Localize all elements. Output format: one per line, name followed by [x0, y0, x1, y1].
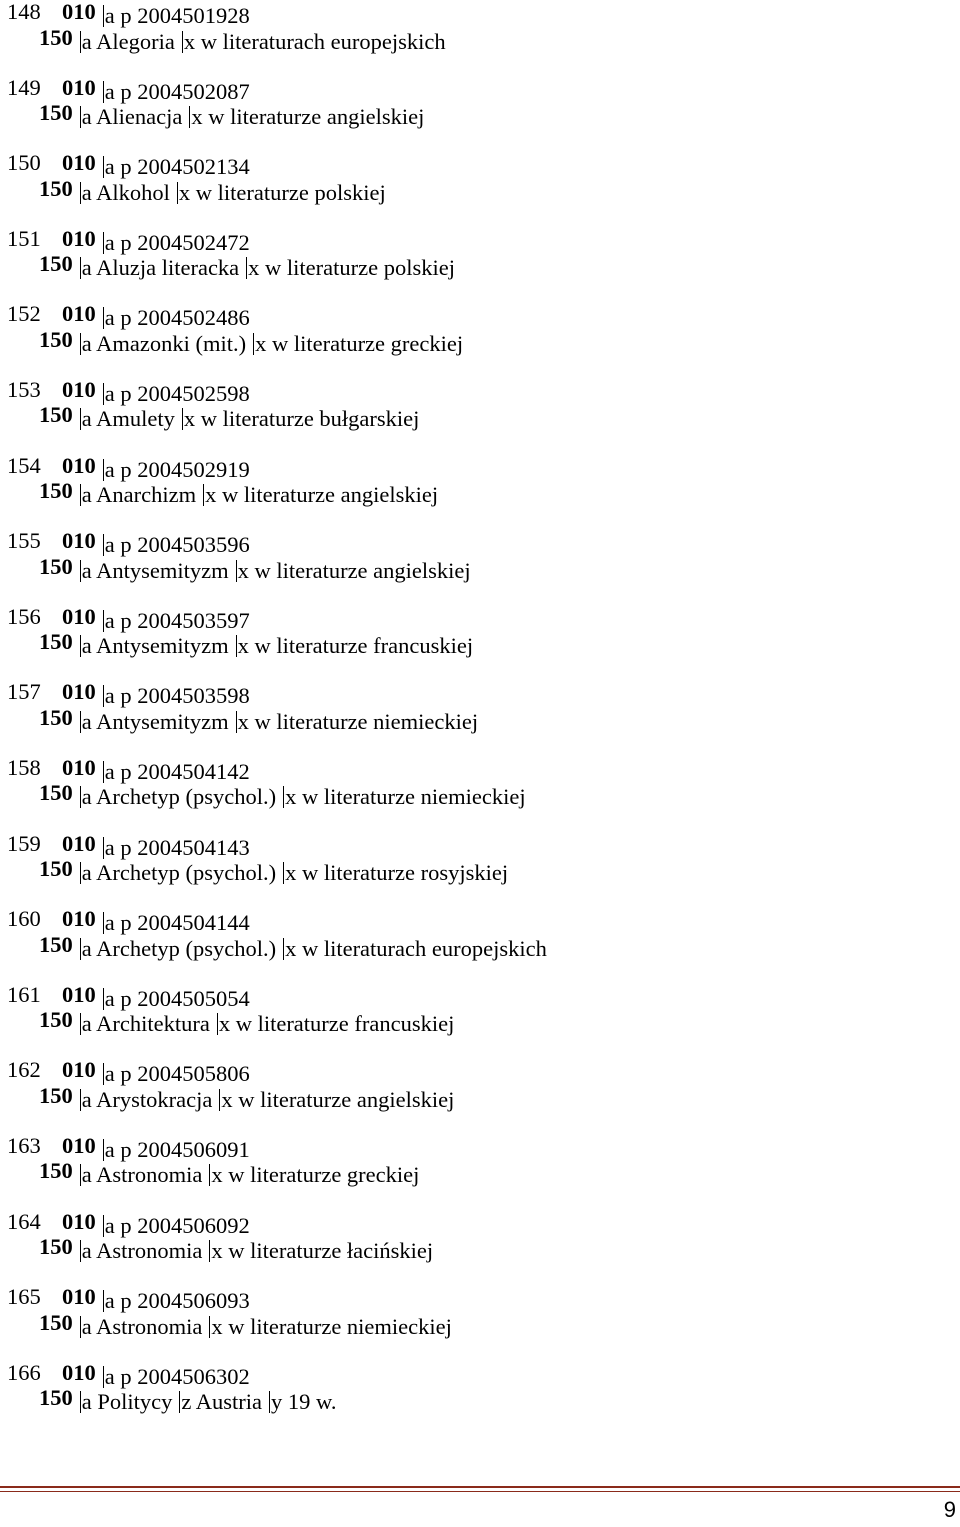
subdivision-text: w literaturze francuskiej	[254, 633, 474, 659]
record-control-line	[7, 1359, 947, 1389]
subfield-a-heading	[80, 1086, 213, 1112]
subfield-x-subdivision	[209, 1164, 419, 1186]
field-tag-150: 150	[39, 629, 73, 655]
field-tag-010: 010	[62, 1208, 96, 1234]
record-identifier: p 2004503597	[120, 607, 250, 633]
subfield-z-subdivision	[179, 1391, 262, 1413]
subfield-a-heading	[80, 862, 276, 884]
subfield-code: y	[271, 1389, 283, 1415]
record-identifier: p 2004503596	[120, 532, 250, 558]
subfield-code: a	[81, 1086, 97, 1112]
subfield-code: x	[211, 1313, 223, 1339]
record-identifier: p 2004502472	[120, 229, 250, 255]
subfield-code: x	[285, 784, 297, 810]
subdivision-text: w literaturze greckiej	[271, 330, 464, 356]
subfield-code: a	[104, 1136, 121, 1162]
record-heading-line	[7, 1007, 947, 1037]
subfield-x-subdivision	[219, 1086, 455, 1112]
authority-record	[7, 0, 947, 75]
authority-record	[7, 679, 947, 755]
subfield-code: x	[205, 482, 217, 508]
record-heading-line	[7, 856, 947, 886]
heading-term: Alegoria	[96, 28, 175, 54]
authority-record-list	[7, 0, 947, 1435]
record-control-line	[7, 528, 947, 558]
record-control-line	[7, 150, 947, 180]
authority-record	[7, 453, 947, 529]
record-control-line	[7, 679, 947, 709]
subfield-a-heading	[80, 28, 175, 54]
subfield-x-subdivision	[283, 786, 526, 808]
subdivision-text: w literaturze francuskiej	[235, 1011, 455, 1037]
record-identifier: p 2004502486	[120, 305, 250, 331]
subfield-code: x	[221, 1086, 233, 1112]
field-tag-010: 010	[62, 301, 96, 327]
field-tag-150: 150	[39, 1007, 73, 1033]
field-tag-010: 010	[62, 981, 96, 1007]
subfield-x-subdivision	[203, 484, 438, 506]
record-identifier: p 2004504144	[120, 910, 250, 936]
record-control-line	[7, 830, 947, 860]
subfield-code: a	[104, 229, 121, 255]
record-identifier: p 2004504142	[120, 758, 250, 784]
subfield-x-subdivision	[236, 708, 479, 734]
authority-record	[7, 301, 947, 377]
subfield-a-heading	[80, 484, 196, 506]
field-tag-150: 150	[39, 931, 73, 957]
record-identifier: p 2004502598	[120, 380, 250, 406]
record-heading-line	[7, 478, 947, 508]
record-number: 161	[7, 981, 41, 1007]
record-heading-line	[7, 629, 947, 659]
subfield-code: a	[81, 255, 97, 281]
subfield-code: a	[104, 607, 121, 633]
subfield-x-subdivision	[236, 635, 474, 657]
subfield-code: x	[237, 633, 249, 659]
record-control-line	[7, 376, 947, 406]
footer-rule-thin	[0, 1491, 960, 1492]
authority-record	[7, 604, 947, 680]
record-number: 166	[7, 1359, 41, 1385]
subfield-code: a	[81, 406, 97, 432]
subfield-code: x	[285, 860, 297, 886]
field-tag-010: 010	[62, 74, 96, 100]
heading-term: Archetyp (psychol.)	[96, 860, 277, 886]
subdivision-text: w literaturze greckiej	[228, 1162, 420, 1188]
record-heading-line	[7, 24, 947, 54]
subfield-x-subdivision	[182, 408, 420, 430]
field-tag-010: 010	[62, 679, 96, 705]
subfield-code: a	[81, 784, 97, 810]
subfield-code: a	[104, 456, 121, 482]
subfield-code: a	[104, 78, 121, 104]
heading-term: Anarchizm	[96, 482, 197, 508]
subfield-x-subdivision	[283, 935, 547, 961]
field-tag-010: 010	[62, 754, 96, 780]
record-heading-line	[7, 704, 947, 734]
authority-record	[7, 1057, 947, 1133]
subfield-y-subdivision	[269, 1391, 336, 1413]
record-number: 162	[7, 1057, 41, 1083]
subfield-code: a	[104, 1212, 121, 1238]
authority-record	[7, 1284, 947, 1360]
record-heading-line	[7, 251, 947, 281]
heading-term: Aluzja literacka	[96, 255, 240, 281]
field-tag-010: 010	[62, 452, 96, 478]
record-number: 153	[7, 376, 41, 402]
subdivision-text: w literaturach europejskich	[200, 28, 446, 54]
record-identifier: p 2004506093	[120, 1288, 250, 1314]
heading-term: Antysemityzm	[96, 708, 229, 734]
subfield-code: x	[218, 1011, 231, 1037]
record-identifier: p 2004506091	[120, 1136, 250, 1162]
record-control-line	[7, 1208, 947, 1238]
field-tag-010: 010	[62, 150, 96, 176]
heading-term: Arystokracja	[96, 1086, 213, 1112]
field-tag-010: 010	[62, 376, 96, 402]
subdivision-text: w literaturze niemieckiej	[301, 784, 526, 810]
record-identifier: p 2004506302	[120, 1363, 250, 1389]
subfield-x-subdivision	[177, 179, 386, 205]
record-number: 154	[7, 452, 41, 478]
record-heading-line	[7, 1234, 947, 1263]
subfield-x-subdivision	[236, 557, 471, 583]
subfield-a-heading	[80, 179, 170, 205]
footer-rule	[0, 1486, 960, 1488]
subfield-code: a	[81, 1162, 97, 1188]
subfield-a-heading	[80, 408, 175, 430]
subfield-code: a	[81, 633, 97, 659]
subdivision-text: w literaturach europejskich	[301, 935, 547, 961]
record-control-line	[7, 754, 947, 784]
subfield-code: x	[211, 1238, 223, 1263]
authority-record	[7, 226, 947, 302]
record-heading-line	[7, 1158, 947, 1188]
subdivision-text: 19 w.	[287, 1389, 337, 1415]
record-number: 164	[7, 1208, 41, 1234]
record-number: 158	[7, 754, 41, 780]
subfield-code: x	[237, 557, 249, 583]
subfield-code: a	[81, 330, 97, 356]
record-control-line	[7, 1284, 947, 1314]
subfield-code: a	[104, 3, 121, 28]
subfield-code: a	[104, 1288, 121, 1314]
record-heading-line	[7, 326, 947, 356]
subfield-code: a	[104, 1061, 121, 1087]
subfield-code: a	[81, 557, 97, 583]
field-tag-010: 010	[62, 830, 96, 856]
authority-record	[7, 906, 947, 982]
subfield-code: a	[104, 305, 121, 331]
subfield-code: a	[81, 1313, 97, 1339]
subfield-x-subdivision	[246, 257, 455, 279]
field-tag-010: 010	[62, 1359, 96, 1385]
record-number: 148	[7, 0, 41, 24]
subfield-x-subdivision	[283, 862, 508, 884]
subfield-a-heading	[80, 106, 183, 128]
field-tag-150: 150	[39, 780, 73, 806]
subfield-code: x	[248, 255, 260, 281]
subdivision-text: Austria	[195, 1389, 263, 1415]
record-identifier: p 2004505806	[120, 1061, 250, 1087]
subfield-x-subdivision	[209, 1313, 452, 1339]
field-tag-150: 150	[39, 1234, 73, 1259]
record-control-line	[7, 1057, 947, 1087]
field-tag-010: 010	[62, 906, 96, 932]
subfield-code: a	[104, 910, 121, 936]
field-tag-010: 010	[62, 1132, 96, 1158]
heading-term: Amulety	[96, 406, 175, 432]
subfield-a-heading	[80, 935, 277, 961]
subfield-x-subdivision	[217, 1013, 455, 1035]
authority-record	[7, 831, 947, 907]
record-control-line	[7, 301, 947, 331]
subdivision-text: w literaturze rosyjskiej	[301, 860, 509, 886]
heading-term: Antysemityzm	[96, 633, 229, 659]
subfield-code: x	[183, 28, 196, 54]
subfield-code: a	[81, 1238, 97, 1263]
heading-term: Alkohol	[96, 179, 170, 205]
field-tag-150: 150	[39, 1385, 73, 1411]
field-tag-150: 150	[39, 553, 73, 579]
subfield-code: a	[81, 860, 97, 886]
subfield-code: x	[255, 330, 267, 356]
record-identifier: p 2004504143	[120, 834, 250, 860]
subfield-a-identifier	[103, 534, 250, 556]
record-number: 152	[7, 301, 41, 327]
subdivision-text: w literaturze angielskiej	[254, 557, 471, 583]
subdivision-text: w literaturze łacińskiej	[228, 1238, 434, 1263]
record-number: 156	[7, 603, 41, 629]
subfield-x-subdivision	[189, 106, 424, 128]
record-identifier: p 2004505054	[120, 985, 250, 1011]
record-number: 160	[7, 906, 41, 932]
subfield-a-heading	[80, 1013, 210, 1035]
record-control-line	[7, 1132, 947, 1162]
field-tag-010: 010	[62, 0, 96, 24]
subfield-a-heading	[80, 1240, 203, 1262]
subfield-a-heading	[80, 257, 239, 279]
record-number: 159	[7, 830, 41, 856]
subfield-code: a	[104, 1363, 121, 1389]
record-heading-line	[7, 780, 947, 810]
subdivision-text: w literaturze bułgarskiej	[200, 406, 420, 432]
field-tag-150: 150	[39, 704, 73, 730]
subfield-code: a	[104, 985, 121, 1011]
record-identifier: p 2004502087	[120, 78, 250, 104]
subfield-a-heading	[80, 708, 229, 734]
subdivision-text: w literaturze niemieckiej	[254, 708, 479, 734]
subfield-code: x	[178, 179, 191, 205]
subdivision-text: w literaturze polskiej	[195, 179, 386, 205]
subfield-code: a	[104, 758, 121, 784]
subdivision-text: w literaturze angielskiej	[208, 104, 425, 130]
subfield-code: a	[81, 179, 97, 205]
record-identifier: p 2004506092	[120, 1212, 250, 1238]
subfield-code: a	[81, 104, 97, 130]
field-tag-150: 150	[39, 100, 73, 126]
record-identifier: p 2004502919	[120, 456, 250, 482]
subdivision-text: w literaturze niemieckiej	[228, 1313, 452, 1339]
record-number: 155	[7, 528, 41, 554]
subfield-code: x	[237, 708, 249, 734]
record-control-line	[7, 981, 947, 1011]
record-identifier: p 2004501928	[120, 3, 250, 28]
authority-record	[7, 1209, 947, 1285]
heading-term: Astronomia	[96, 1238, 203, 1263]
record-heading-line	[7, 100, 947, 130]
record-number: 150	[7, 150, 41, 176]
field-tag-150: 150	[39, 1158, 73, 1184]
heading-term: Politycy	[97, 1389, 173, 1415]
field-tag-010: 010	[62, 1057, 96, 1083]
record-control-line	[7, 225, 947, 255]
subfield-code: x	[191, 104, 203, 130]
field-tag-010: 010	[62, 603, 96, 629]
record-number: 165	[7, 1284, 41, 1310]
subfield-x-subdivision	[182, 28, 446, 54]
subfield-a-identifier	[103, 5, 250, 27]
subfield-code: a	[104, 380, 121, 406]
heading-term: Alienacja	[96, 104, 183, 130]
field-tag-150: 150	[39, 251, 73, 277]
subfield-code: a	[81, 28, 97, 54]
heading-term: Archetyp (psychol.)	[96, 784, 277, 810]
record-heading-line	[7, 1309, 947, 1339]
authority-record	[7, 150, 947, 226]
heading-term: Amazonki (mit.)	[96, 330, 247, 356]
subdivision-text: w literaturze angielskiej	[221, 482, 439, 508]
subfield-a-heading	[80, 786, 276, 808]
heading-term: Antysemityzm	[96, 557, 229, 583]
subfield-code: a	[104, 834, 121, 860]
record-heading-line	[7, 931, 947, 961]
record-number: 149	[7, 74, 41, 100]
subfield-a-heading	[80, 330, 247, 356]
page-number: 9	[943, 1497, 956, 1522]
subfield-code: x	[211, 1162, 223, 1188]
authority-record	[7, 528, 947, 604]
subfield-code: a	[104, 532, 121, 558]
subfield-code: x	[285, 935, 297, 961]
authority-record	[7, 755, 947, 831]
record-number: 157	[7, 679, 41, 705]
record-heading-line	[7, 175, 947, 205]
heading-term: Astronomia	[96, 1162, 203, 1188]
subfield-code: a	[104, 683, 121, 709]
authority-record	[7, 982, 947, 1058]
subfield-code: z	[181, 1389, 192, 1415]
record-control-line	[7, 74, 947, 104]
field-tag-010: 010	[62, 528, 96, 554]
subfield-code: a	[104, 154, 121, 180]
field-tag-010: 010	[62, 225, 96, 251]
record-identifier: p 2004502134	[120, 154, 250, 180]
authority-record	[7, 377, 947, 453]
record-heading-line	[7, 1082, 947, 1112]
subfield-x-subdivision	[253, 330, 464, 356]
heading-term: Architektura	[96, 1011, 210, 1037]
heading-term: Astronomia	[96, 1313, 203, 1339]
subfield-a-heading	[80, 1164, 203, 1186]
record-heading-line	[7, 402, 947, 432]
record-control-line	[7, 603, 947, 633]
field-tag-150: 150	[39, 1082, 73, 1108]
subfield-a-heading	[80, 1391, 173, 1413]
record-control-line	[7, 0, 947, 28]
subfield-a-identifier	[103, 912, 250, 934]
record-heading-line	[7, 553, 947, 583]
subfield-a-heading	[80, 635, 229, 657]
subfield-a-heading	[80, 557, 229, 583]
field-tag-150: 150	[39, 326, 73, 352]
record-number: 151	[7, 225, 41, 251]
heading-term: Archetyp (psychol.)	[96, 935, 277, 961]
field-tag-150: 150	[39, 24, 73, 50]
field-tag-010: 010	[62, 1284, 96, 1310]
record-identifier: p 2004503598	[120, 683, 250, 709]
field-tag-150: 150	[39, 402, 73, 428]
subfield-code: a	[81, 482, 97, 508]
record-heading-line	[7, 1385, 947, 1415]
subfield-code: a	[81, 935, 97, 961]
subfield-code: a	[81, 1389, 98, 1415]
subfield-x-subdivision	[209, 1240, 433, 1262]
subdivision-text: w literaturze angielskiej	[238, 1086, 455, 1112]
subfield-code: x	[183, 406, 196, 432]
subfield-code: a	[81, 708, 97, 734]
field-tag-150: 150	[39, 478, 73, 504]
field-tag-150: 150	[39, 175, 73, 201]
subfield-a-heading	[80, 1313, 203, 1339]
subfield-code: a	[81, 1011, 97, 1037]
subfield-a-identifier	[103, 1290, 250, 1312]
subfield-a-identifier	[103, 156, 250, 178]
field-tag-150: 150	[39, 856, 73, 882]
record-control-line	[7, 906, 947, 936]
record-number: 163	[7, 1132, 41, 1158]
authority-record	[7, 1360, 947, 1436]
field-tag-150: 150	[39, 1309, 73, 1335]
authority-record	[7, 1133, 947, 1209]
authority-record	[7, 75, 947, 151]
record-control-line	[7, 452, 947, 482]
subdivision-text: w literaturze polskiej	[265, 255, 455, 281]
